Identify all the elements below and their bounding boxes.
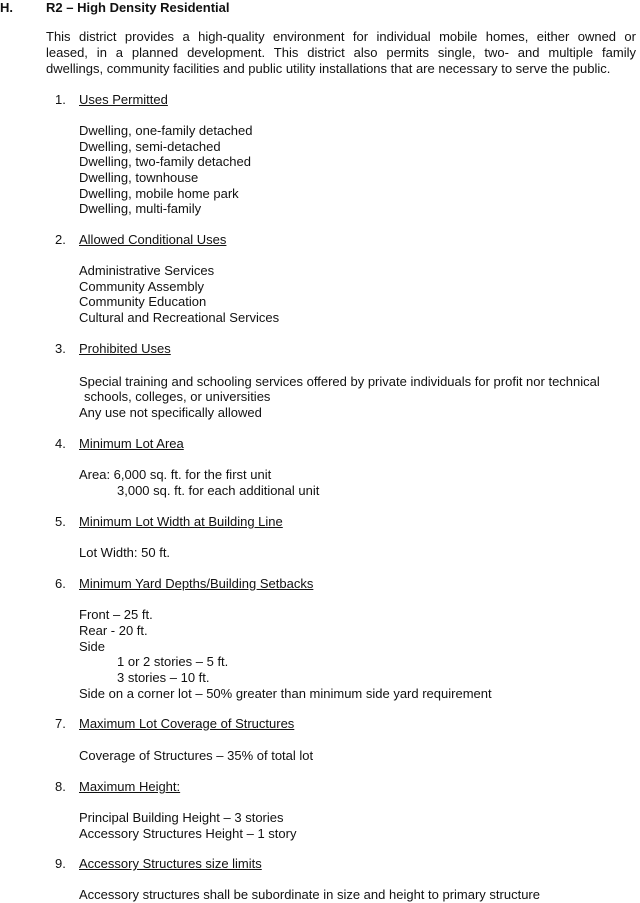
item-heading-minimum-lot-area: Minimum Lot Area bbox=[79, 436, 184, 451]
item-heading-prohibited-uses: Prohibited Uses bbox=[79, 341, 171, 356]
item-heading-yard-depths: Minimum Yard Depths/Building Setbacks bbox=[79, 576, 314, 591]
list-item: Dwelling, multi-family bbox=[79, 201, 202, 216]
list-item: Accessory Structures Height – 1 story bbox=[79, 826, 297, 841]
list-item: Dwelling, mobile home park bbox=[79, 186, 239, 201]
list-item: Side bbox=[79, 639, 106, 654]
list-item: Area: 6,000 sq. ft. for the first unit bbox=[79, 467, 272, 482]
list-item: Coverage of Structures – 35% of total lot bbox=[79, 748, 314, 763]
item-heading-uses-permitted: Uses Permitted bbox=[79, 92, 168, 107]
item-heading-accessory-structures: Accessory Structures size limits bbox=[79, 856, 262, 871]
list-item: Administrative Services bbox=[79, 263, 215, 278]
item-number: 3. bbox=[55, 341, 66, 356]
list-item: Front – 25 ft. bbox=[79, 607, 153, 622]
list-item: 3 stories – 10 ft. bbox=[117, 670, 210, 685]
list-item: Community Assembly bbox=[79, 279, 204, 294]
item-number: 2. bbox=[55, 232, 66, 247]
item-heading-lot-coverage: Maximum Lot Coverage of Structures bbox=[79, 716, 295, 731]
list-item: Rear - 20 ft. bbox=[79, 623, 148, 638]
list-item: schools, colleges, or universities bbox=[84, 389, 271, 404]
list-item: Dwelling, semi-detached bbox=[79, 139, 221, 154]
intro-line-2: leased, in a planned development. This district also permits single, two- and multiple family bbox=[46, 45, 636, 60]
list-item: Cultural and Recreational Services bbox=[79, 310, 280, 325]
item-number: 4. bbox=[55, 436, 66, 451]
section-letter: H. bbox=[0, 0, 13, 15]
list-item: Dwelling, one-family detached bbox=[79, 123, 253, 138]
item-number: 7. bbox=[55, 716, 66, 731]
list-item: Principal Building Height – 3 stories bbox=[79, 810, 284, 825]
list-item: Dwelling, two-family detached bbox=[79, 154, 251, 169]
intro-line-3: dwellings, community facilities and public utility installations that are necessary to serve the public. bbox=[46, 61, 611, 76]
item-heading-minimum-lot-width: Minimum Lot Width at Building Line bbox=[79, 514, 283, 529]
list-item: Dwelling, townhouse bbox=[79, 170, 199, 185]
list-item: 1 or 2 stories – 5 ft. bbox=[117, 654, 229, 669]
item-number: 9. bbox=[55, 856, 66, 871]
item-heading-conditional-uses: Allowed Conditional Uses bbox=[79, 232, 227, 247]
list-item: Accessory structures shall be subordinate in size and height to primary structure bbox=[79, 887, 540, 902]
list-item: 3,000 sq. ft. for each additional unit bbox=[117, 483, 320, 498]
list-item: Special training and schooling services offered by private individuals for profit nor technical bbox=[79, 374, 600, 389]
list-item: Lot Width: 50 ft. bbox=[79, 545, 171, 560]
item-number: 5. bbox=[55, 514, 66, 529]
list-item: Any use not specifically allowed bbox=[79, 405, 262, 420]
item-number: 6. bbox=[55, 576, 66, 591]
list-item: Community Education bbox=[79, 294, 207, 309]
item-number: 1. bbox=[55, 92, 66, 107]
intro-line-1: This district provides a high-quality environment for individual mobile homes, either owned or bbox=[46, 29, 636, 44]
item-number: 8. bbox=[55, 779, 66, 794]
list-item: Side on a corner lot – 50% greater than minimum side yard requirement bbox=[79, 686, 492, 701]
item-heading-maximum-height: Maximum Height: bbox=[79, 779, 181, 794]
section-title: R2 – High Density Residential bbox=[46, 0, 230, 15]
